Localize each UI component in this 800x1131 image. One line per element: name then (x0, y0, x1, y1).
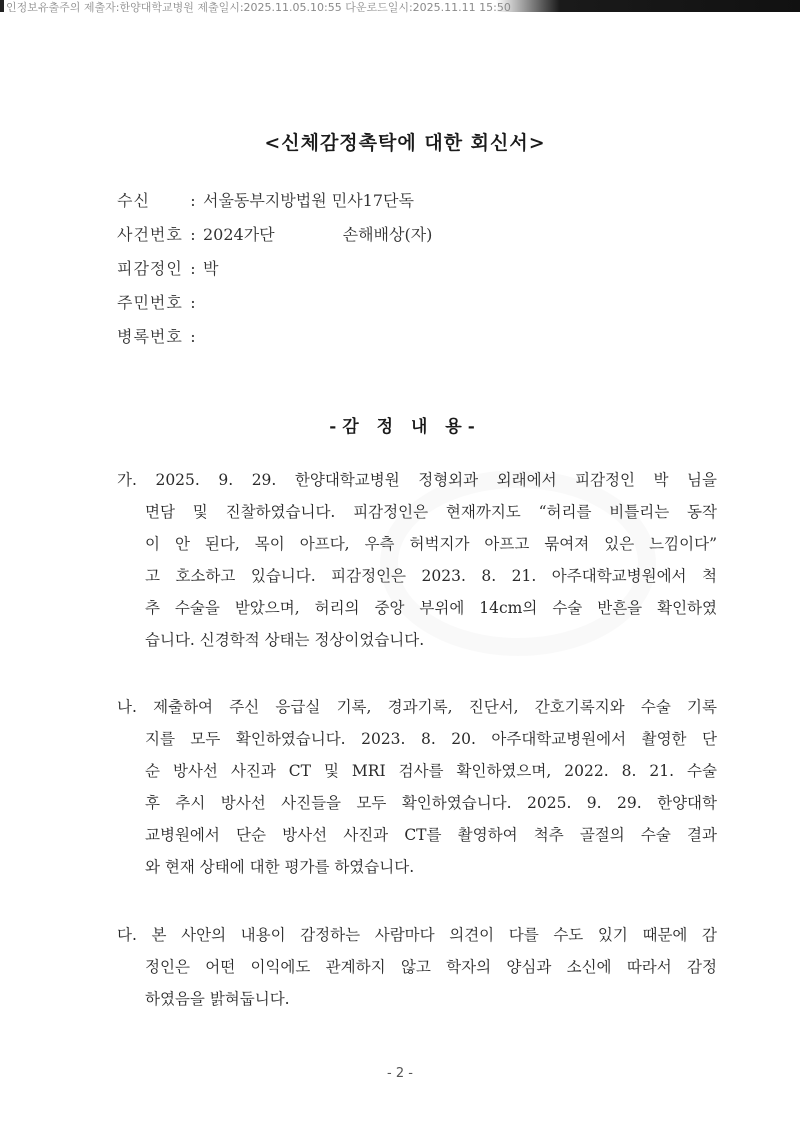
paragraph-line (117, 691, 717, 723)
meta-label: 피감정인 (117, 259, 183, 278)
meta-recipient (117, 184, 432, 218)
meta-label: 사건번호 (117, 225, 183, 244)
paragraph-line: 면담 및 진찰하였습니다. 피감정인은 현재까지도 “허리를 비틀리는 동작 (145, 503, 717, 521)
meta-resident-number (117, 286, 432, 320)
meta-chart-number (117, 320, 432, 354)
meta-value: 서울동부지방법원 민사17단독 (203, 191, 414, 210)
meta-label: 주민번호 (117, 293, 183, 312)
paragraph-text: 제출하여 주신 응급실 기록, 경과기록, 진단서, 간호기록지와 수술 기록 (153, 698, 717, 716)
meta-separator: : (190, 191, 196, 210)
meta-examinee (117, 252, 432, 286)
paragraph-line: 추 수술을 받았으며, 허리의 중앙 부위에 14cm의 수술 반흔을 확인하였 (145, 599, 717, 617)
section-title: -감 정 내 용- (329, 417, 481, 437)
scan-edge-marker (0, 0, 4, 12)
paragraph-line (117, 919, 717, 951)
meta-label: 수신 (117, 191, 150, 210)
paragraph-line: 순 방사선 사진과 CT 및 MRI 검사를 확인하였으며, 2022. 8. 21. 수술 (145, 762, 717, 780)
paragraph-line: 하였음을 밝혀둡니다. (145, 990, 290, 1008)
paragraph-line: 정인은 어떤 이익에도 관계하지 않고 학자의 양심과 소신에 따라서 감정 (145, 958, 717, 976)
paragraph-line (117, 464, 717, 496)
paragraph-text: 2025. 9. 29. 한양대학교병원 정형외과 외래에서 피감정인 박 님을 (155, 471, 717, 489)
meta-case-type: 손해배상(자) (342, 225, 433, 244)
paragraph-line: 습니다. 신경학적 상태는 정상이었습니다. (145, 631, 425, 649)
meta-separator: : (190, 259, 196, 278)
document-meta (117, 184, 432, 354)
meta-separator: : (190, 225, 196, 244)
paragraph-line: 교병원에서 단순 방사선 사진과 CT를 촬영하여 척추 골절의 수술 결과 (145, 826, 717, 844)
paragraph-text: 본 사안의 내용이 감정하는 사람마다 의견이 다를 수도 있기 때문에 감 (151, 926, 717, 944)
paragraph-line: 고 호소하고 있습니다. 피감정인은 2023. 8. 21. 아주대학교병원에서 척 (145, 567, 717, 585)
paragraph-line: 와 현재 상태에 대한 평가를 하였습니다. (145, 858, 415, 876)
paragraph-line: 이 안 된다, 목이 아프다, 우측 허벅지가 아프고 묶여져 있은 느낌이다” (145, 535, 717, 553)
paragraph-marker: 다. (117, 926, 137, 944)
paragraph-da (117, 919, 717, 1015)
meta-separator: : (190, 293, 196, 312)
meta-case-number (117, 218, 432, 252)
paragraph-na (117, 691, 717, 883)
meta-value: 2024가단 (203, 225, 275, 244)
page-number: - 2 - (387, 1066, 413, 1081)
meta-label: 병록번호 (117, 327, 183, 346)
paragraph-marker: 나. (117, 698, 137, 716)
document-title: <신체감정촉탁에 대한 회신서> (264, 132, 546, 154)
paragraph-line: 후 추시 방사선 사진들을 모두 확인하였습니다. 2025. 9. 29. 한양대학 (145, 794, 717, 812)
meta-separator: : (190, 327, 196, 346)
meta-value: 박 (203, 259, 219, 278)
paragraph-ga (117, 464, 717, 656)
paragraph-marker: 가. (117, 471, 137, 489)
paragraph-line: 지를 모두 확인하였습니다. 2023. 8. 20. 아주대학교병원에서 촬영한 단 (145, 730, 717, 748)
download-stamp: 인정보유출주의 제출자:한양대학교병원 제출일시:2025.11.05.10:55 다운로드일시:2025.11.11 15:50 (6, 1, 511, 14)
